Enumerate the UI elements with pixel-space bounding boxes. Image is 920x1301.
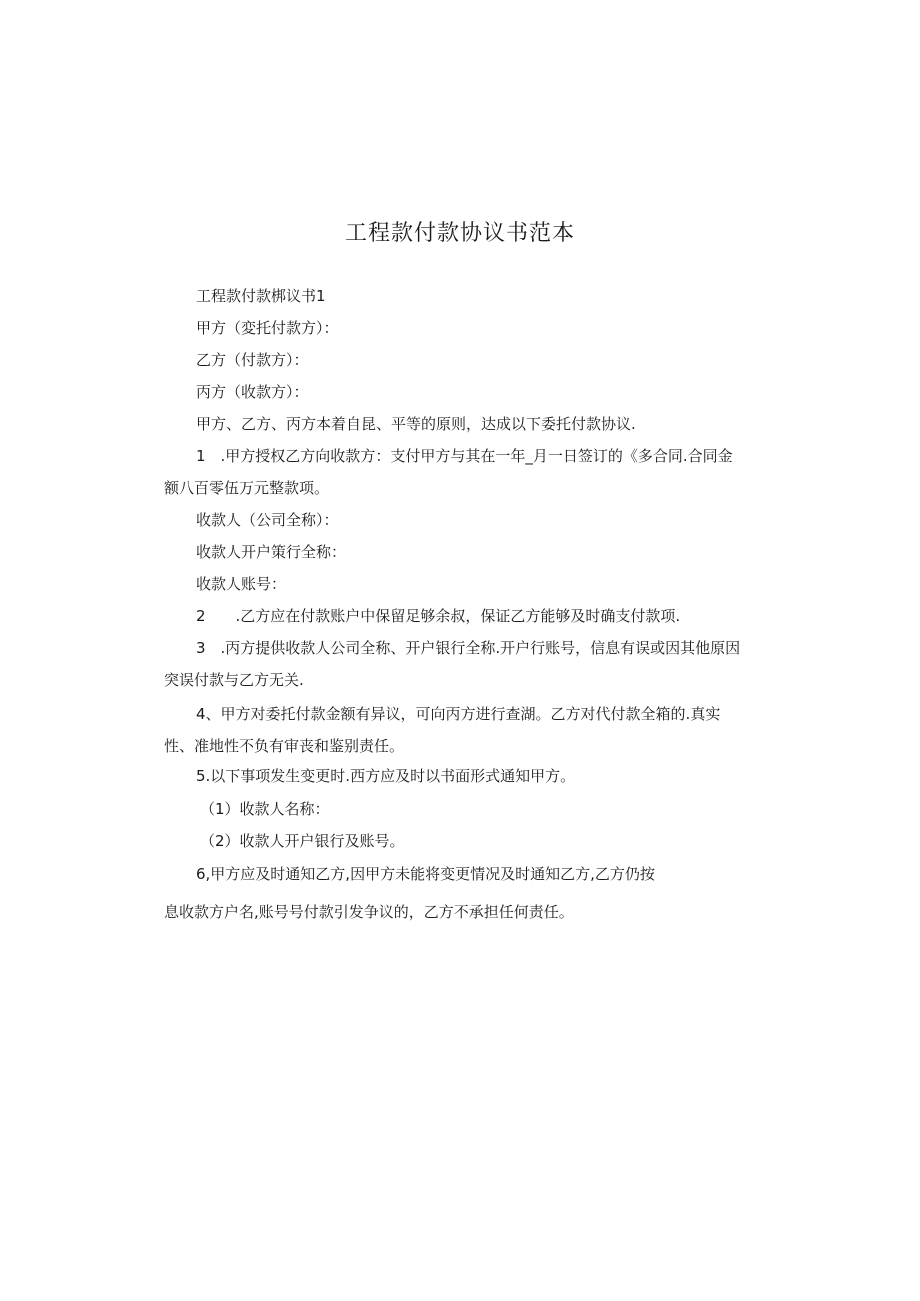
payee-account-line: 收款人账号：	[196, 575, 287, 593]
clause-5-item-1: （1）收款人名称：	[200, 800, 330, 818]
clause-1-line-1: 1 .甲方授权乙方向收款方：支付甲方与其在一年_月一日签订的《多合同.合同金	[196, 447, 733, 465]
clause-4-line-1: 4、甲方对委托付款金额有异议，可向丙方进行查湖。乙方对代付款全箱的.真实	[196, 705, 721, 723]
party-a-line: 甲方（変托付款方）：	[196, 319, 339, 337]
clause-4-line-2: 性、准地性不负有审丧和鉴别责任。	[164, 737, 405, 755]
clause-6-line-1: 6,甲方应及时通知乙方,因甲方未能将变更情况及时通知乙方,乙方仍按	[196, 865, 655, 883]
clause-5-line: 5.以下事项发生变更时.西方应及时以书面形式通知甲方。	[196, 767, 576, 785]
party-b-line: 乙方（付款方）：	[196, 351, 309, 369]
party-c-line: 丙方（收款方）：	[196, 383, 309, 401]
clause-5-item-2: （2）收款人开户银行及账号。	[200, 832, 405, 850]
clause-3-line-2: 突误付款与乙方无关.	[164, 671, 304, 689]
clause-1-line-2: 额八百零伍万元整款项。	[164, 479, 330, 497]
subtitle-line: 工程款付款梆议书1	[196, 287, 326, 305]
document-title: 工程款付款协议书范本	[344, 221, 575, 246]
payee-bank-line: 收款人开户策行全称：	[196, 543, 347, 561]
preamble-line: 甲方、乙方、丙方本着自昆、平等的原则，达成以下委托付款协议.	[196, 415, 636, 433]
payee-name-line: 收款人（公司全称）：	[196, 511, 339, 529]
clause-6-line-2: 息收款方户名,账号号付款引发争议的，乙方不承担任何责任。	[164, 903, 574, 921]
clause-3-line-1: 3 .丙方提供收款人公司全称、开户银行全称.开户行账号，信息有误或因其他原因	[196, 639, 741, 657]
clause-2-line: 2 .乙方应在付款账户中保留足够余叔，保证乙方能够及时确支付款项.	[196, 607, 681, 625]
